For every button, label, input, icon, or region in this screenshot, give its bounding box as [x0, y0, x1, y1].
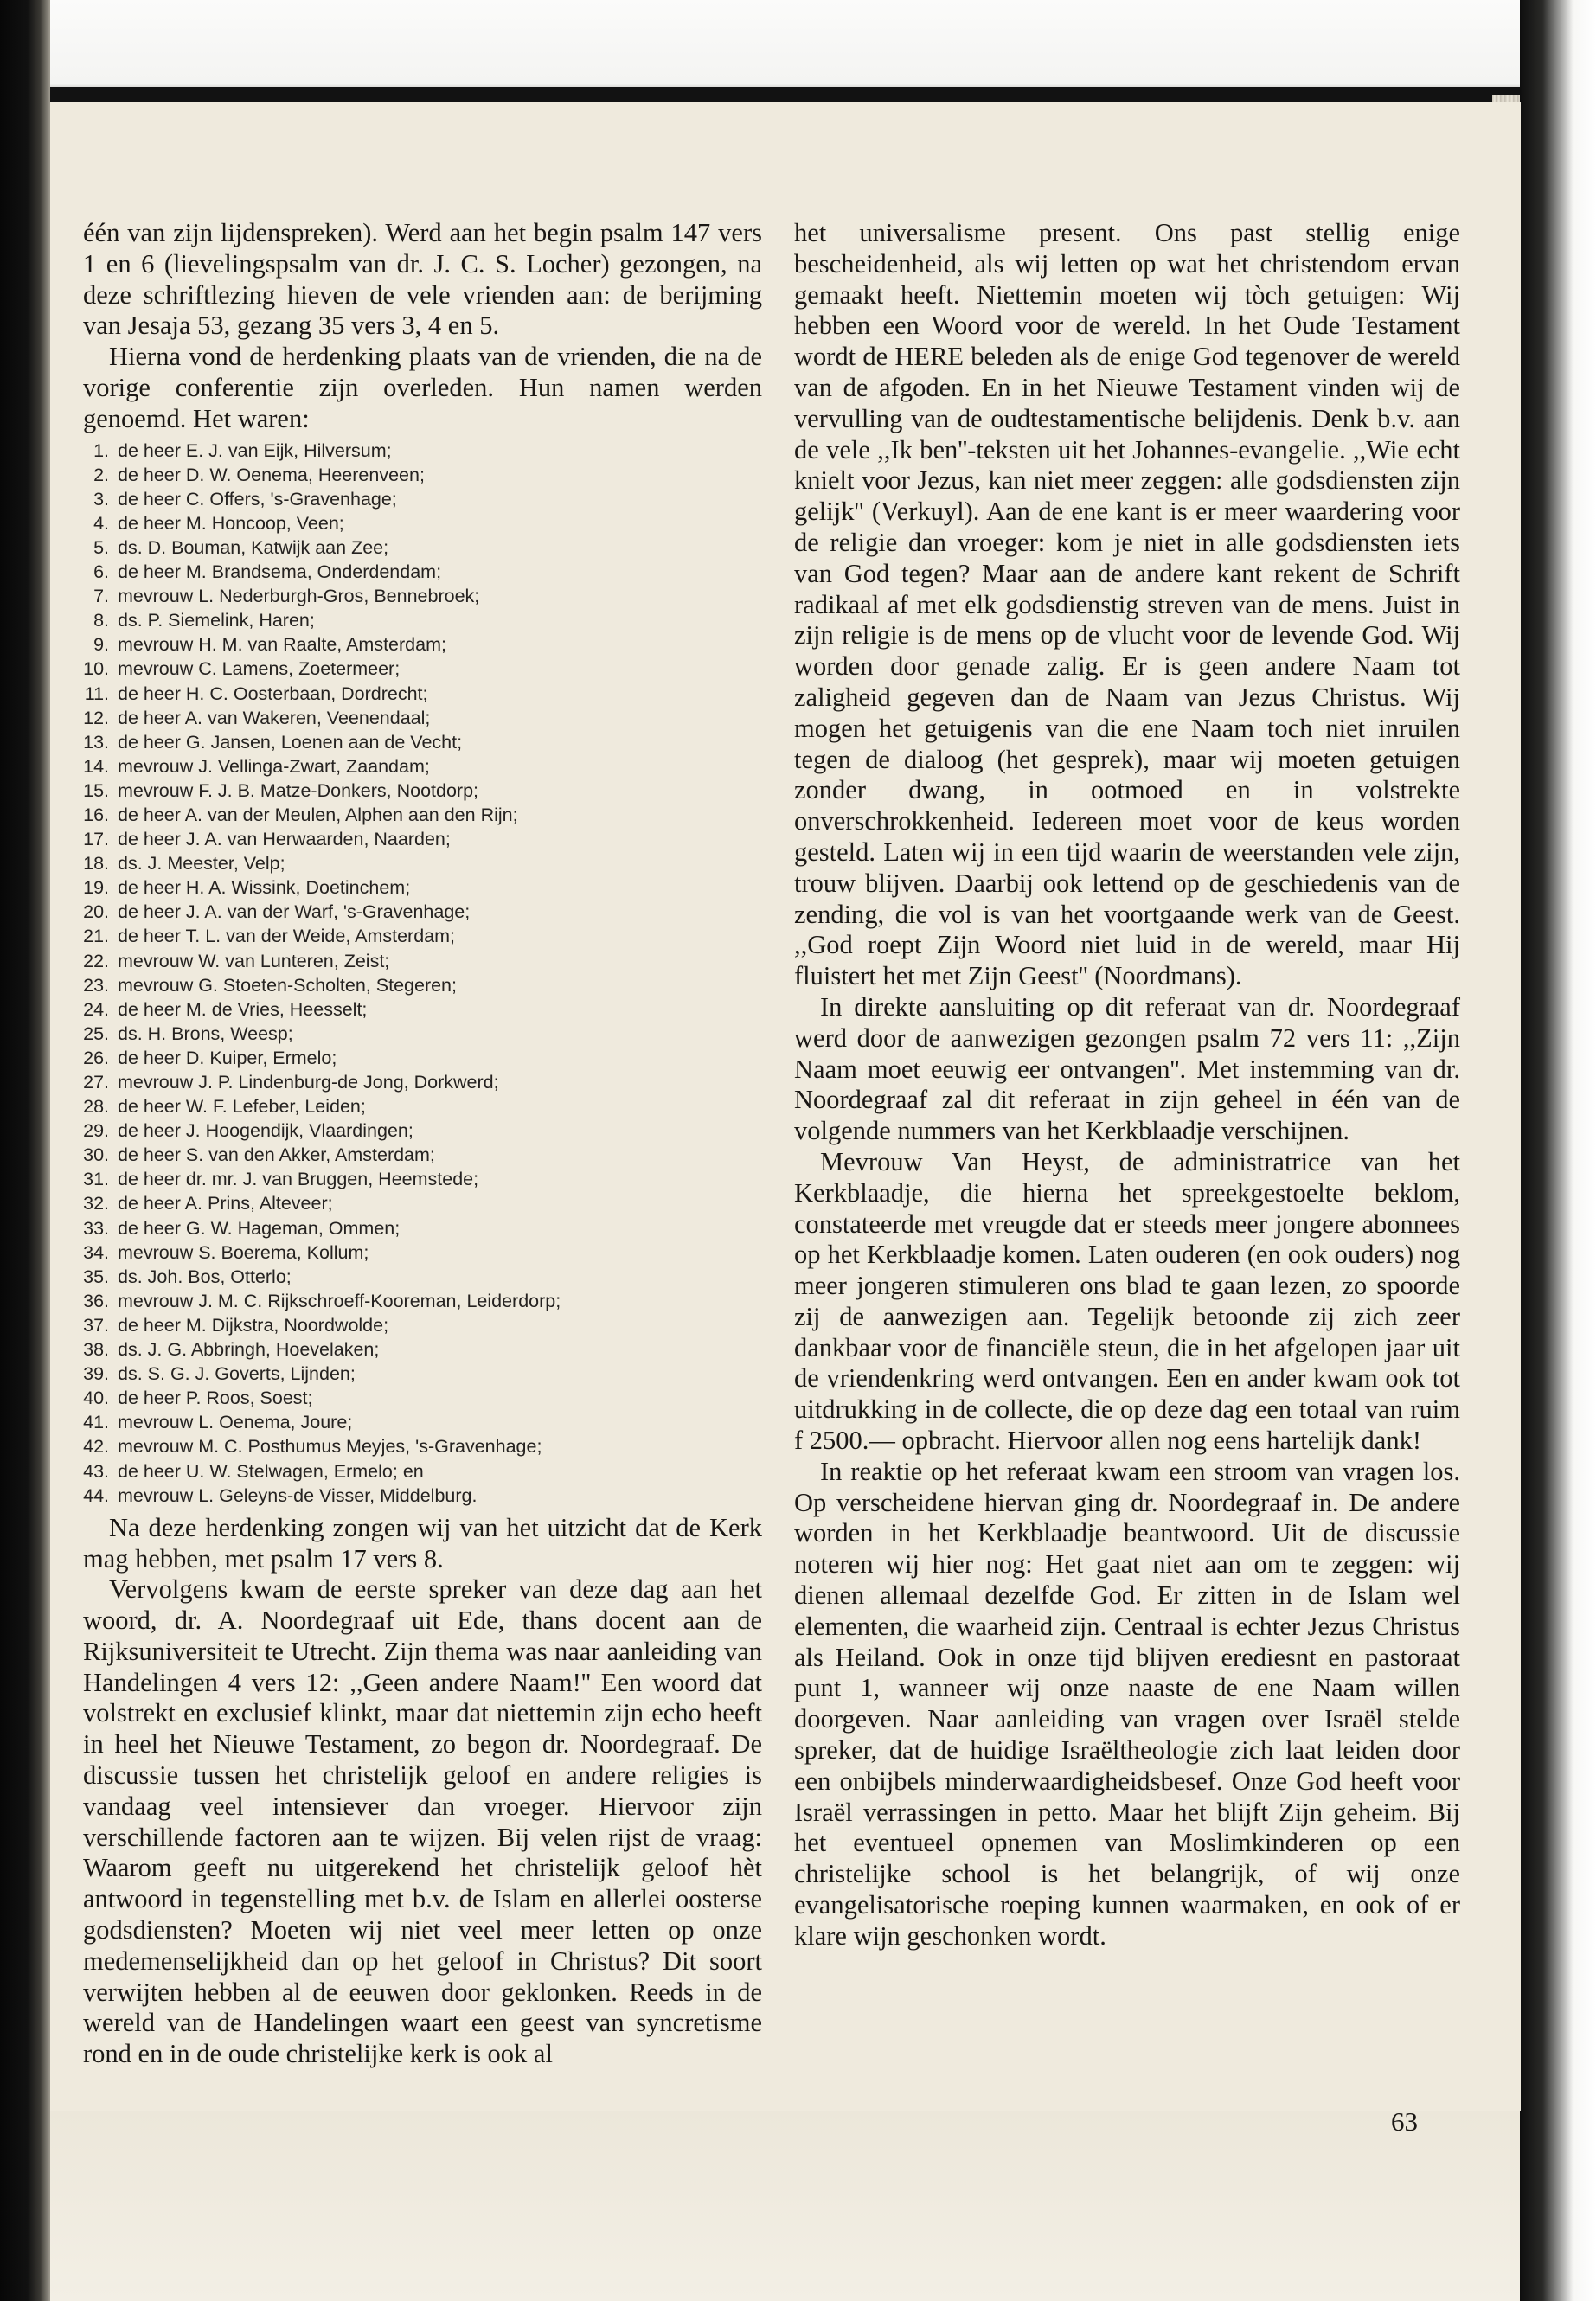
deceased-name-item: 29. de heer J. Hoogendijk, Vlaardingen; — [114, 1118, 762, 1143]
deceased-name-item: 37. de heer M. Dijkstra, Noordwolde; — [114, 1313, 762, 1337]
deceased-name-item: 34. mevrouw S. Boerema, Kollum; — [114, 1240, 762, 1265]
deceased-name-item: 11. de heer H. C. Oosterbaan, Dordrecht; — [114, 682, 762, 706]
deceased-name-item: 14. mevrouw J. Vellinga-Zwart, Zaandam; — [114, 754, 762, 779]
book-top-binding — [0, 87, 1596, 104]
speaker-paragraph: Vervolgens kwam de eerste spreker van deze dag aan het woord, dr. A. Noordegraaf uit Ede, thans docent aan de Rijksuniversiteit te Utrecht. Zijn thema was naar aanleiding van Handelingen 4 vers 12: ,,Geen andere Naam!'' Een woord dat volstrekt en exclusief klinkt, maar dat niettemin zijn echo heeft in heel het Nieuwe Testament, zo begon dr. Noordegraaf. De discussie tussen het christelijk geloof en andere religies is vandaag veel intensiever dan vroeger. Hiervoor zijn verschillende factoren aan te wijzen. Bij velen rijst de vraag: Waarom geeft nu uitgerekend het christelijk geloof hèt antwoord in tegenstelling met b.v. de Islam en allerlei oosterse godsdiensten? Moeten wij niet veel meer letten op onze medemenselijkheid dan op het geloof in Christus? Dit soort verwijten hebben al de eeuwen door geklonken. Reeds in de wereld van de Handelingen waart een geest van syncretisme rond en in de oude christelijke kerk is ook al — [83, 1574, 762, 2069]
book-binding-left — [0, 0, 50, 2301]
deceased-name-item: 16. de heer A. van der Meulen, Alphen aan den Rijn; — [114, 803, 762, 827]
deceased-name-item: 33. de heer G. W. Hageman, Ommen; — [114, 1216, 762, 1240]
deceased-name-item: 9. mevrouw H. M. van Raalte, Amsterdam; — [114, 632, 762, 657]
book-bottom-edge — [50, 2111, 1520, 2301]
reaction-paragraph: In reaktie op het referaat kwam een stroom van vragen los. Op verscheidene hiervan ging dr. Noordegraaf in. De andere worden in het Kerkblaadje beantwoord. Uit de discussie noteren wij hier nog: Het gaat niet aan om te zeggen: wij dienen allemaal dezelfde God. Er zitten in de Islam wel elementen, die waarheid zijn. Centraal is echter Jezus Christus als Heiland. Ook in onze tijd blijven erediesnt en pastoraat punt 1, wanneer wij onze naaste de ene Naam willen doorgeven. Naar aanleiding van vragen over Israël stelde spreker, dat de huidige Israëltheologie zich laat leiden door een onbijbels minderwaardigheidsbesef. Onze God heeft voor Israël verrassingen in petto. Maar het blijft Zijn geheim. Bij het eventueel opnemen van Moslimkinderen op een christelijke school is het belangrijk, of wij onze evangelisatorische roeping kunnen waarmaken, en ook of er klare wijn geschonken wordt. — [794, 1456, 1460, 1951]
deceased-name-item: 36. mevrouw J. M. C. Rijkschroeff-Kooreman, Leiderdorp; — [114, 1289, 762, 1313]
administratrice-paragraph: Mevrouw Van Heyst, de administratrice van het Kerkblaadje, die hierna het spreekgestoelte beklom, constateerde met vreugde dat er steeds meer jongere abonnees op het Kerkblaadje komen. Laten ouderen (en ook ouders) nog meer jongeren stimuleren ons blad te gaan lezen, zo spoorde zij de aanwezigen aan. Tegelijk betoonde zij zich zeer dankbaar voor de financiële steun, die in het afgelopen jaar uit de vriendenkring werd ontvangen. Een en ander kwam ook tot uitdrukking in de collecte, die op deze dag een totaal van ruim f 2500.— opbracht. Hiervoor allen nog eens hartelijk dank! — [794, 1146, 1460, 1456]
deceased-names-list — [83, 439, 762, 1508]
deceased-name-item: 1. de heer E. J. van Eijk, Hilversum; — [114, 439, 762, 463]
right-column — [794, 218, 1460, 1952]
page-number: 63 — [1391, 2106, 1418, 2137]
deceased-name-item: 8. ds. P. Siemelink, Haren; — [114, 608, 762, 632]
deceased-name-item: 22. mevrouw W. van Lunteren, Zeist; — [114, 949, 762, 973]
deceased-name-item: 40. de heer P. Roos, Soest; — [114, 1386, 762, 1410]
connection-paragraph: In direkte aansluiting op dit referaat van dr. Noordegraaf werd door de aanwezigen gezongen psalm 72 vers 11: ,,Zijn Naam moet eeuwig eer ontvangen''. Met instemming van dr. Noordegraaf zal dit referaat in zijn geheel in één van de volgende nummers van het Kerkblaadje verschijnen. — [794, 991, 1460, 1146]
deceased-name-item: 20. de heer J. A. van der Warf, 's-Gravenhage; — [114, 900, 762, 924]
deceased-name-item: 42. mevrouw M. C. Posthumus Meyjes, 's-Gravenhage; — [114, 1434, 762, 1458]
deceased-name-item: 32. de heer A. Prins, Alteveer; — [114, 1191, 762, 1215]
continuation-paragraph: het universalisme present. Ons past stellig enige bescheidenheid, als wij letten op wat het christendom ervan gemaakt heeft. Niettemin moeten wij tòch getuigen: Wij hebben een Woord voor de wereld. In het Oude Testament wordt de HERE beleden als de enige God tegenover de wereld van de afgoden. En in het Nieuwe Testament vinden wij de vervulling van de oudtestamentische belijdenis. Denk b.v. aan de vele ,,Ik ben''-teksten uit het Johannes-evangelie. ,,Wie echt knielt voor Jezus, kan niet meer zeggen: alle godsdiensten zijn gelijk'' (Verkuyl). Aan de ene kant is er meer waardering voor de religie dan vroeger: kom je niet in alle godsdiensten iets van God tegen? Maar aan de andere kant rekent de Schrift radikaal af met elk godsdienstig streven van de mens. Juist in zijn religie is de mens op de vlucht voor de levende God. Wij worden door genade zalig. Er is geen andere Naam tot zaligheid gegeven dan de Naam van Jezus Christus. Wij mogen het getuigenis van die ene Naam toch niet inruilen tegen de dialoog (het gesprek), maar wij moeten getuigen zonder dwang, in ootmoed en in volstrekte onverschrokkenheid. Iedereen moet voor de keus worden gesteld. Laten wij in een tijd waarin de weerstanden vele zijn, trouw blijven. Daarbij ook lettend op de geschiedenis van de zending, die vol is van het voortgaande werk van de Geest. ,,God roept Zijn Woord niet luid in de wereld, maar Hij fluistert het met Zijn Geest'' (Noordmans). — [794, 218, 1460, 991]
deceased-name-item: 26. de heer D. Kuiper, Ermelo; — [114, 1046, 762, 1070]
deceased-name-item: 21. de heer T. L. van der Weide, Amsterdam; — [114, 924, 762, 948]
deceased-name-item: 4. de heer M. Honcoop, Veen; — [114, 511, 762, 535]
deceased-name-item: 6. de heer M. Brandsema, Onderdendam; — [114, 560, 762, 584]
deceased-name-item: 44. mevrouw L. Geleyns-de Visser, Middelburg. — [114, 1484, 762, 1508]
deceased-name-item: 39. ds. S. G. J. Goverts, Lijnden; — [114, 1362, 762, 1386]
deceased-name-item: 38. ds. J. G. Abbringh, Hoevelaken; — [114, 1337, 762, 1362]
deceased-name-item: 23. mevrouw G. Stoeten-Scholten, Stegeren; — [114, 973, 762, 997]
deceased-name-item: 17. de heer J. A. van Herwaarden, Naarden; — [114, 827, 762, 851]
deceased-name-item: 41. mevrouw L. Oenema, Joure; — [114, 1410, 762, 1434]
left-column — [83, 218, 762, 2070]
deceased-name-item: 2. de heer D. W. Oenema, Heerenveen; — [114, 463, 762, 487]
deceased-name-item: 24. de heer M. de Vries, Heesselt; — [114, 997, 762, 1022]
book-right-edge — [1520, 0, 1596, 2301]
deceased-name-item: 43. de heer U. W. Stelwagen, Ermelo; en — [114, 1459, 762, 1484]
deceased-name-item: 5. ds. D. Bouman, Katwijk aan Zee; — [114, 535, 762, 560]
deceased-name-item: 7. mevrouw L. Nederburgh-Gros, Bennebroek; — [114, 584, 762, 608]
deceased-name-item: 19. de heer H. A. Wissink, Doetinchem; — [114, 875, 762, 900]
deceased-name-item: 31. de heer dr. mr. J. van Bruggen, Heemstede; — [114, 1167, 762, 1191]
deceased-name-item: 30. de heer S. van den Akker, Amsterdam; — [114, 1143, 762, 1167]
deceased-name-item: 25. ds. H. Brons, Weesp; — [114, 1022, 762, 1046]
deceased-name-item: 18. ds. J. Meester, Velp; — [114, 851, 762, 875]
deceased-name-item: 10. mevrouw C. Lamens, Zoetermeer; — [114, 657, 762, 681]
deceased-name-item: 3. de heer C. Offers, 's-Gravenhage; — [114, 487, 762, 511]
deceased-name-item: 15. mevrouw F. J. B. Matze-Donkers, Nootdorp; — [114, 779, 762, 803]
intro-paragraph: één van zijn lijdenspreken). Werd aan het begin psalm 147 vers 1 en 6 (lievelingspsalm van dr. J. C. S. Locher) gezongen, na deze schriftlezing hieven de vele vrienden aan: de berijming van Jesaja 53, gezang 35 vers 3, 4 en 5. — [83, 218, 762, 341]
deceased-name-item: 35. ds. Joh. Bos, Otterlo; — [114, 1265, 762, 1289]
deceased-name-item: 13. de heer G. Jansen, Loenen aan de Vecht; — [114, 730, 762, 754]
memorial-paragraph: Hierna vond de herdenking plaats van de vrienden, die na de vorige conferentie zijn overleden. Hun namen werden genoemd. Het waren: — [83, 342, 762, 433]
deceased-name-item: 27. mevrouw J. P. Lindenburg-de Jong, Dorkwerd; — [114, 1070, 762, 1094]
deceased-name-item: 28. de heer W. F. Lefeber, Leiden; — [114, 1094, 762, 1118]
deceased-name-item: 12. de heer A. van Wakeren, Veenendaal; — [114, 706, 762, 730]
after-memorial-paragraph: Na deze herdenking zongen wij van het uitzicht dat de Kerk mag hebben, met psalm 17 vers 8. — [83, 1512, 762, 1574]
